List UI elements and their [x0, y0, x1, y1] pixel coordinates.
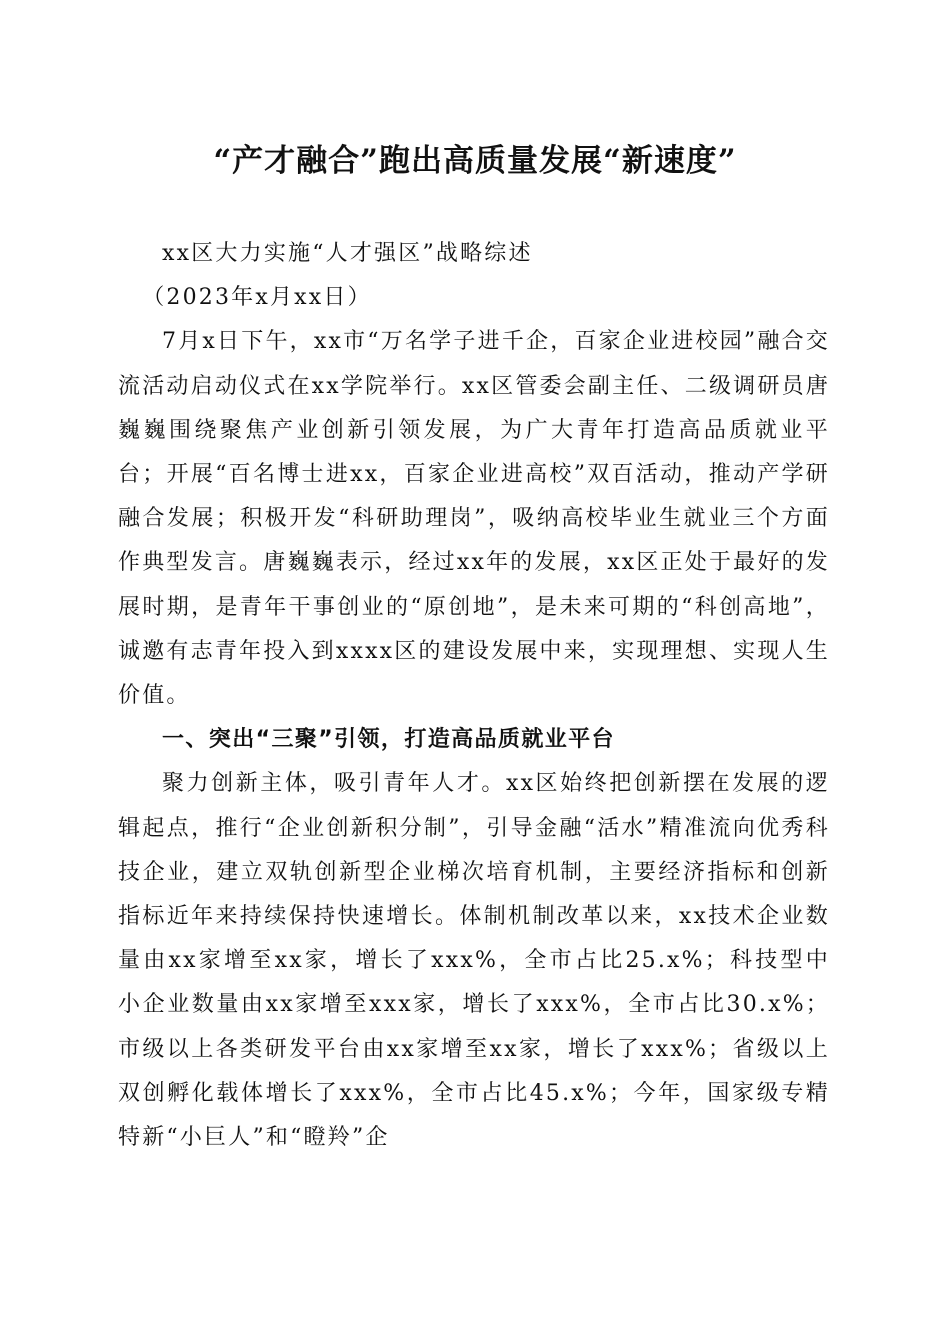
document-date: （2023年x月xx日） [142, 285, 372, 311]
document-title: “产才融合”跑出高质量发展“新速度” [213, 143, 737, 179]
document-body [118, 232, 830, 1160]
section-heading-1: 一、突出“三聚”引领，打造高品质就业平台 [162, 727, 615, 753]
paragraph-intro: 7月x日下午，xx市“万名学子进千企，百家企业进校园”融合交流活动启动仪式在xx学院举行。xx区管委会副主任、二级调研员唐巍巍围绕聚焦产业创新引领发展，为广大青年打造高品质就业平台；开展“百名博士进xx，百家企业进高校”双百活动，推动产学研融合发展；积极开发“科研助理岗”，吸纳高校毕业生就业三个方面作典型发言。唐巍巍表示，经过xx年的发展，xx区正处于最好的发展时期，是青年干事创业的“原创地”，是未来可期的“科创高地”，诚邀有志青年投入到xxxx区的建设发展中来，实现理想、实现人生价值。 [118, 329, 830, 709]
document-subtitle: xx区大力实施“人才强区”战略综述 [162, 241, 533, 266]
paragraph-innovation: 聚力创新主体，吸引青年人才。xx区始终把创新摆在发展的逻辑起点，推行“企业创新积分制”，引导金融“活水”精准流向优秀科技企业，建立双轨创新型企业梯次培育机制，主要经济指标和创新指标近年来持续保持快速增长。体制机制改革以来，xx技术企业数量由xx家增至xx家，增长了xxx%，全市占比25.x%；科技型中小企业数量由xx家增至xxx家，增长了xxx%，全市占比30.x%；市级以上各类研发平台由xx家增至xx家，增长了xxx%；省级以上双创孵化载体增长了xxx%，全市占比45.x%；今年，国家级专精特新“小巨人”和“瞪羚”企 [118, 771, 830, 1151]
